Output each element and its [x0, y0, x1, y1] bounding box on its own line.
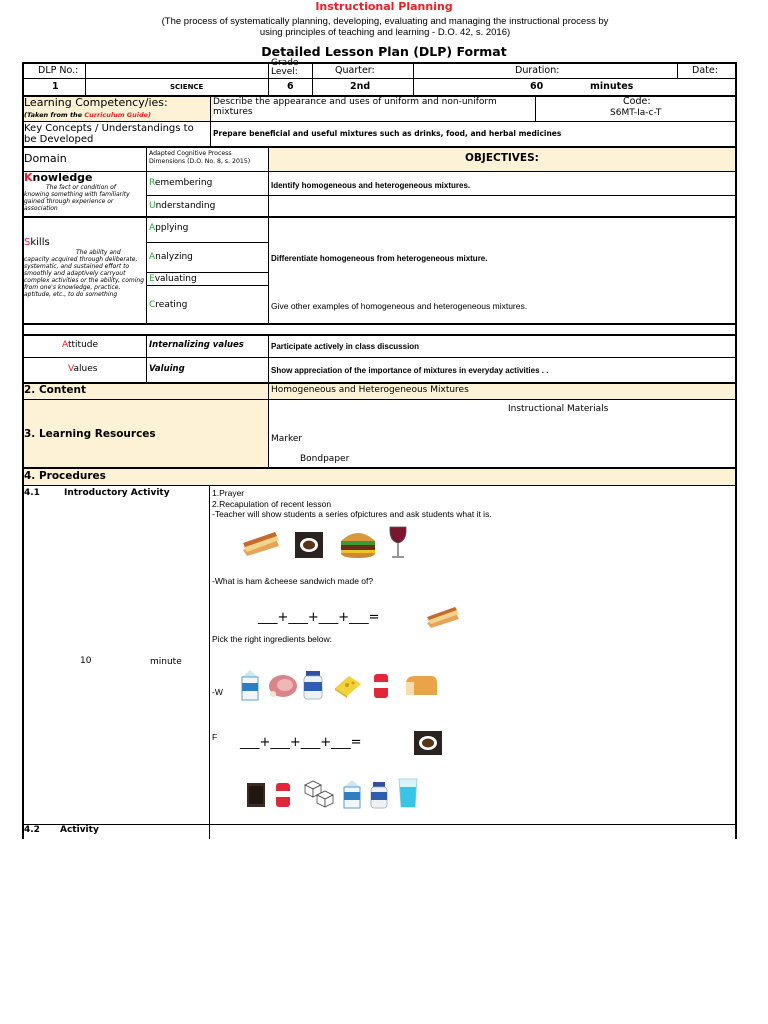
quarter-label: Quarter:	[335, 65, 375, 76]
intro-steps	[212, 488, 492, 520]
can-icon	[272, 780, 294, 810]
content-label: 2. Content	[24, 384, 86, 396]
intro-time: 10	[80, 656, 92, 666]
burger-icon	[338, 526, 378, 562]
level-creating: Creating	[149, 300, 188, 310]
label-f: F	[212, 732, 218, 742]
code-value: S6MT-Ia-c-T	[610, 108, 662, 118]
coffee-icon	[412, 730, 444, 756]
skills-desc: The ability and capacity acquired through deliberate, systematic, and sustained effort to smoothly and adaptively carryout complex activities or the ability, coming from one's knowledge, practice, aptitude, etc., to do something	[24, 249, 145, 298]
competency-text: Describe the appearance and uses of uniform and non-uniform mixtures	[213, 97, 497, 117]
objective-analyzing: Differentiate homogeneous from heterogeneous mixture.	[271, 254, 488, 263]
question-text: -What is ham &cheese sandwich made of?	[212, 576, 374, 586]
bread-icon	[402, 672, 440, 700]
duration-label: Duration:	[515, 65, 560, 76]
curriculum-guide-note: (Taken from the Curriculum Guide)	[24, 111, 151, 119]
subject-value: SCIENCE	[170, 83, 204, 91]
cheese-icon	[332, 672, 364, 700]
activity-number: 4.2	[24, 825, 40, 835]
material-marker: Marker	[271, 434, 303, 444]
material-bondpaper: Bondpaper	[300, 454, 350, 464]
skills-heading: Skills	[24, 237, 50, 248]
water-glass-icon	[396, 776, 420, 810]
grade-level-label: Grade Level:	[271, 58, 299, 77]
equation-ham-cheese: ___+___+___+___=	[258, 610, 380, 625]
values-label: Values	[68, 364, 98, 374]
level-understanding: Understanding	[149, 201, 216, 211]
step-prayer: 1.Prayer	[212, 488, 245, 498]
sandwich-icon	[240, 528, 282, 562]
objectives-header: OBJECTIVES:	[465, 152, 539, 164]
domain-label: Domain	[24, 152, 67, 165]
level-analyzing: Analyzing	[149, 252, 193, 262]
label-w: -W	[212, 687, 223, 697]
procedures-label: 4. Procedures	[24, 470, 106, 482]
level-evaluating: Evaluating	[149, 274, 197, 284]
key-concepts-text: Prepare beneficial and useful mixtures such as drinks, food, and herbal medicines	[213, 129, 562, 138]
dlp-no-label: DLP No.:	[38, 65, 79, 76]
level-applying: Applying	[149, 223, 189, 233]
objective-creating: Give other examples of homogeneous and heterogeneous mixtures.	[271, 301, 528, 311]
intro-time-unit: minute	[150, 657, 182, 667]
step-recapitulation: 2.Recapulation of recent lesson	[212, 498, 332, 509]
intro-label: Introductory Activity	[64, 488, 170, 498]
jar-icon	[368, 780, 390, 810]
attitude-objective: Participate actively in class discussion	[271, 342, 420, 351]
coffee-icon	[294, 528, 324, 562]
attitude-label: Attitude	[62, 340, 99, 350]
milk-carton-icon	[340, 778, 364, 810]
values-objective: Show appreciation of the importance of mixtures in everyday activities . .	[271, 366, 549, 375]
sandwich-icon	[424, 606, 462, 630]
level-remembering: Remembering	[149, 178, 213, 188]
page-header-title: Instructional Planning	[315, 0, 453, 13]
quarter-value: 2nd	[350, 81, 371, 92]
attitude-dimension: Internalizing values	[149, 340, 244, 350]
content-text: Homogeneous and Heterogeneous Mixtures	[271, 385, 469, 395]
duration-unit: minutes	[590, 81, 634, 92]
milk-carton-icon	[236, 668, 264, 702]
ham-icon	[266, 670, 300, 702]
equation-coffee: ___+___+___+___=	[240, 735, 362, 750]
grade-value: 6	[287, 81, 294, 92]
competency-label: Learning Competency/ies:	[24, 96, 168, 109]
dlp-no-value: 1	[52, 81, 59, 92]
form-title: Detailed Lesson Plan (DLP) Format	[261, 44, 507, 59]
wine-icon	[384, 524, 412, 562]
values-dimension: Valuing	[149, 364, 185, 374]
code-label: Code:	[623, 96, 651, 107]
date-label: Date:	[692, 65, 718, 76]
knowledge-desc: The fact or condition of knowing something with familiarity gained through experience or association	[24, 184, 130, 212]
materials-label: Instructional Materials	[508, 404, 609, 414]
activity-label: Activity	[60, 825, 99, 835]
intro-number: 4.1	[24, 488, 40, 498]
jar-icon	[300, 668, 326, 702]
knowledge-heading: Knowledge	[24, 171, 93, 184]
coffee-grounds-icon	[244, 780, 268, 810]
objective-remembering: Identify homogeneous and heterogeneous mixtures.	[271, 181, 471, 190]
can-icon	[370, 670, 392, 702]
duration-value: 60	[530, 81, 544, 92]
pick-instruction: Pick the right ingredients below:	[212, 634, 333, 644]
sugar-cubes-icon	[300, 778, 336, 810]
resources-label: 3. Learning Resources	[24, 428, 156, 440]
key-concepts-label: Key Concepts / Understandings to be Developed	[24, 123, 194, 145]
step-pictures: -Teacher will show students a series ofpictures and ask students what it is.	[212, 509, 492, 519]
page-header-subtitle: (The process of systematically planning, developing, evaluating and managing the instructional process by using principles of teaching and learning - D.O. 42, s. 2016)	[161, 16, 609, 38]
dimension-header: Adapted Cognitive Process Dimensions (D.O. No. 8, s. 2015)	[149, 150, 251, 165]
